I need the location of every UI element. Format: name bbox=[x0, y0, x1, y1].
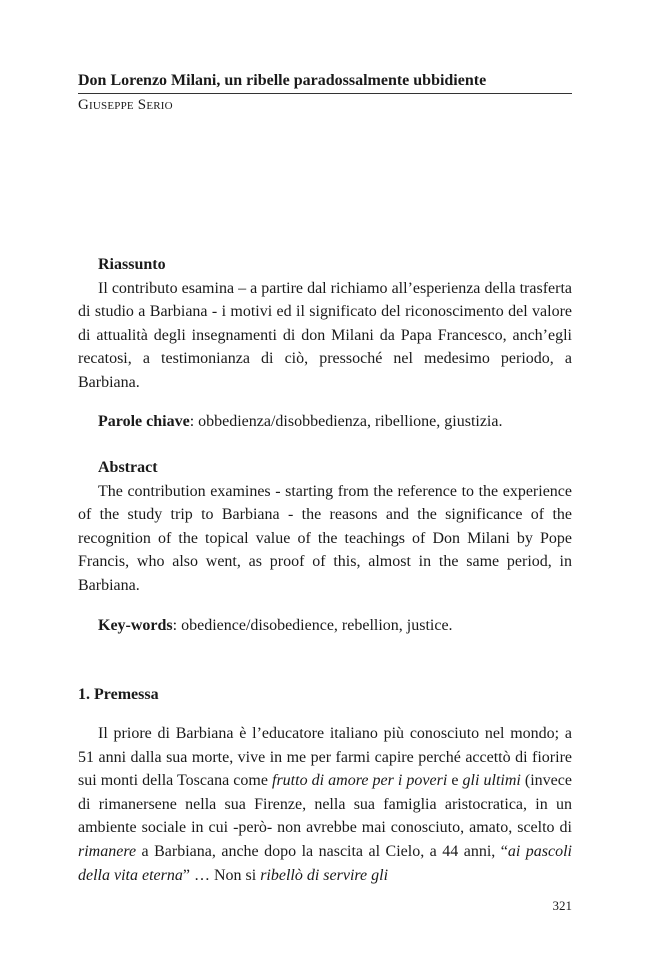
keywords-text: : obedience/disobedience, rebellion, justice. bbox=[172, 617, 453, 634]
parole-chiave-section bbox=[78, 410, 572, 434]
parole-chiave-text: : obbedienza/disobbedienza, ribellione, giustizia. bbox=[189, 413, 503, 430]
abstract-heading: Abstract bbox=[98, 459, 158, 476]
page-number: 321 bbox=[552, 898, 572, 913]
parole-chiave-label: Parole chiave bbox=[98, 413, 190, 430]
section-1-body bbox=[78, 722, 572, 887]
keywords-section bbox=[78, 614, 572, 638]
abstract-section bbox=[78, 456, 572, 598]
article-author: Giuseppe Serio bbox=[78, 97, 173, 113]
section-1-heading: 1. Premessa bbox=[78, 686, 159, 703]
riassunto-heading: Riassunto bbox=[98, 256, 166, 273]
riassunto-text: Il contributo esamina – a partire dal richiamo all’esperienza della trasferta di studio a Barbiana - i motivi ed il significato del riconoscimento del valore di attualità degli insegnamenti di don Milani da Papa Francesco, anch’egli recatosi, a testimonianza di ciò, pressoché nel medesimo periodo, a Barbiana. bbox=[78, 279, 572, 391]
keywords-label: Key-words bbox=[98, 617, 173, 634]
riassunto-section bbox=[78, 253, 572, 395]
abstract-text: The contribution examines - starting from the reference to the experience of the study trip to Barbiana - the reasons and the significance of the recognition of the topical value of the teachings of Don Milani by Pope Francis, who also went, as proof of this, almost in the same period, in Barbiana. bbox=[78, 482, 572, 594]
section-1-paragraph: Il priore di Barbiana è l’educatore italiano più conosciuto nel mondo; a 51 anni dalla sua morte, vive in me per farmi capire perché accettò di fiorire sui monti della Toscana come frutto di amore per i poveri e gli ultimi (invece di rimanersene nella sua Firenze, nella sua famiglia aristocratica, in un ambiente sociale in cui -però- non avrebbe mai conosciuto, amato, scelto di rimanere a Barbiana, anche dopo la nascita al Cielo, a 44 anni, “ai pascoli della vita eterna” … Non si ribellò di servire gli bbox=[78, 725, 572, 884]
article-title: Don Lorenzo Milani, un ribelle paradossalmente ubbidiente bbox=[78, 70, 572, 94]
section-1 bbox=[78, 683, 572, 707]
